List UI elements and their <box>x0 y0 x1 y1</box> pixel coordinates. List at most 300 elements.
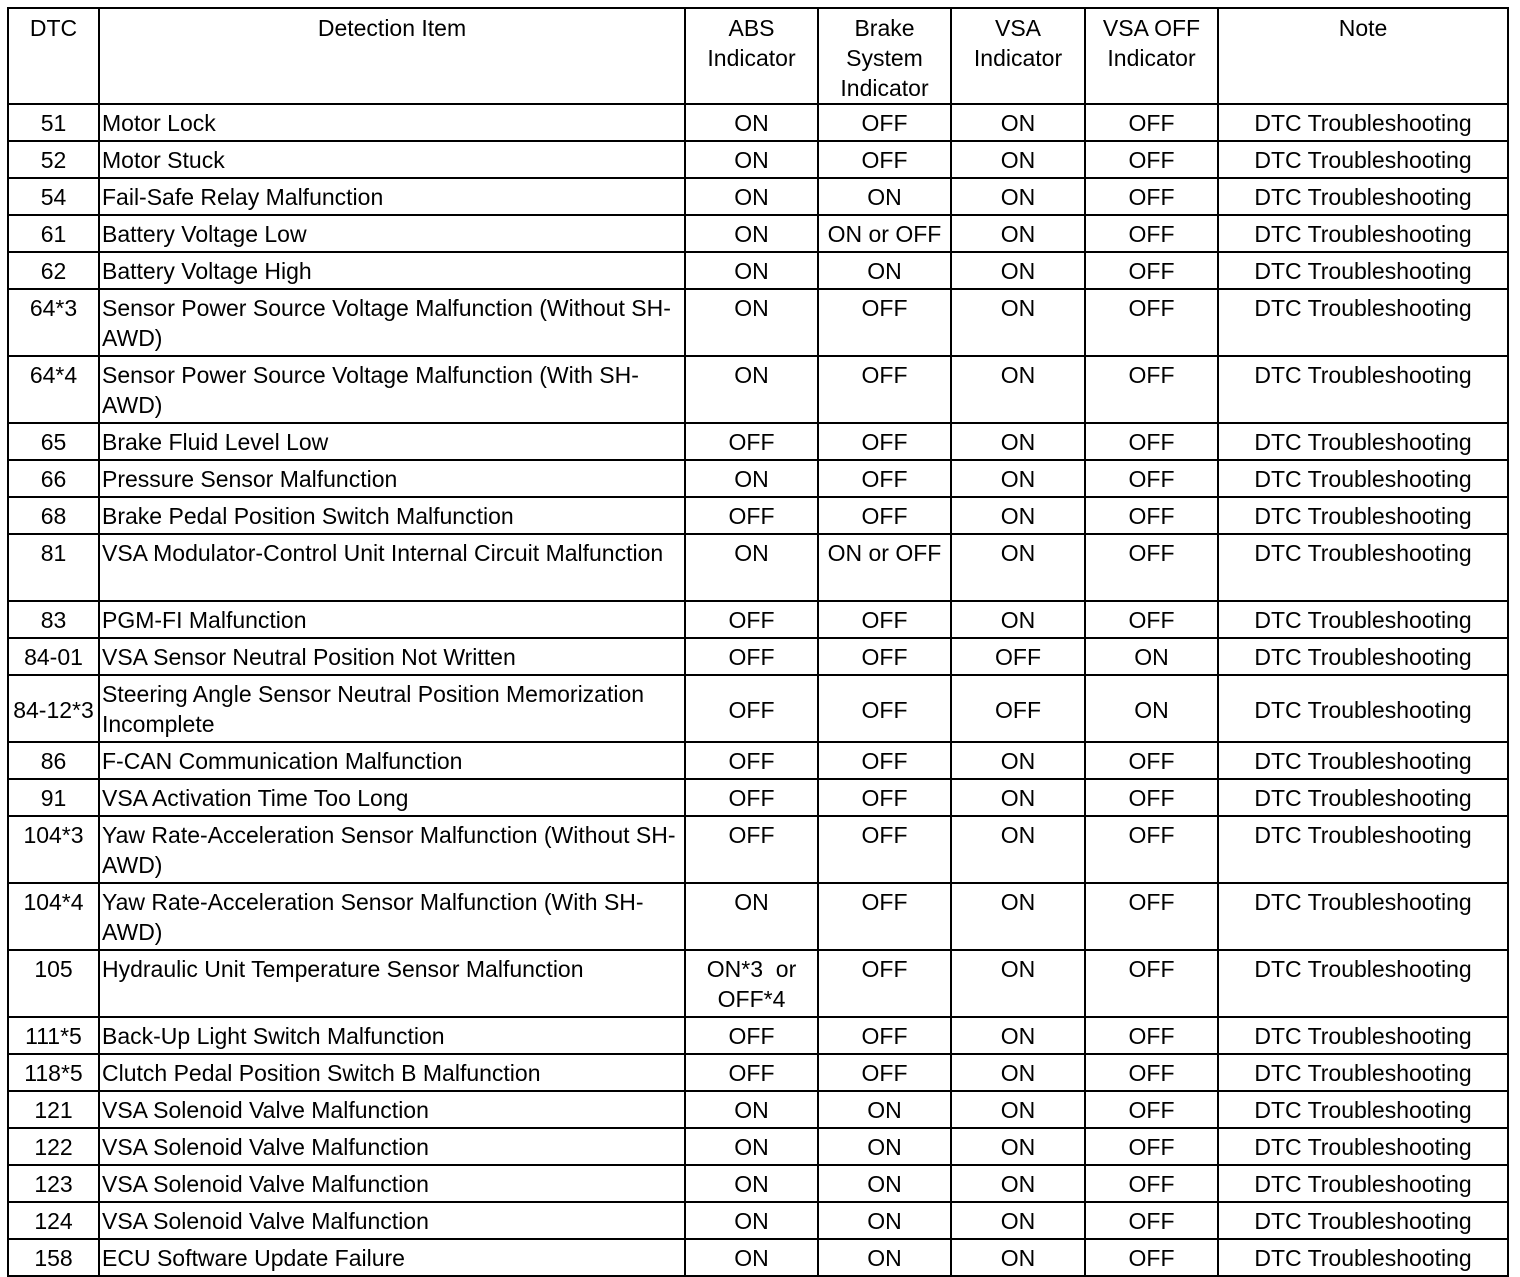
header-vsa-indicator: VSA Indicator <box>951 8 1085 104</box>
abs-indicator-cell <box>685 1239 818 1276</box>
vsa-indicator-cell-text: ON <box>1000 503 1036 529</box>
vsa-off-indicator-cell-text: OFF <box>1128 221 1175 247</box>
dtc-code-cell-text: 121 <box>34 1097 73 1123</box>
vsa-off-indicator-cell-text: OFF <box>1128 748 1175 774</box>
detection-item-cell <box>99 534 685 601</box>
dtc-code-cell-text: 52 <box>40 147 67 173</box>
detection-item-cell <box>99 1128 685 1165</box>
note-cell-text: DTC Troubleshooting <box>1254 295 1472 321</box>
note-cell-text: DTC Troubleshooting <box>1254 503 1472 529</box>
table-row <box>8 1054 1508 1091</box>
note-cell-text: DTC Troubleshooting <box>1254 607 1472 633</box>
vsa-indicator-cell <box>951 497 1085 534</box>
header-brake-system-indicator: Brake System Indicator <box>818 8 951 104</box>
detection-item-cell <box>99 497 685 534</box>
brake-system-indicator-cell <box>818 1128 951 1165</box>
brake-system-indicator-cell <box>818 779 951 816</box>
detection-item-cell <box>99 356 685 423</box>
note-cell-text: DTC Troubleshooting <box>1254 429 1472 455</box>
vsa-off-indicator-cell <box>1085 1165 1218 1202</box>
vsa-off-indicator-cell-text: ON <box>1134 697 1169 723</box>
dtc-code-cell <box>8 1017 99 1054</box>
brake-system-indicator-cell-text: OFF <box>861 644 908 670</box>
brake-system-indicator-cell <box>818 252 951 289</box>
dtc-code-cell <box>8 1202 99 1239</box>
vsa-indicator-cell <box>951 1128 1085 1165</box>
vsa-off-indicator-cell-text: OFF <box>1128 503 1175 529</box>
vsa-off-indicator-cell-text: OFF <box>1128 889 1175 915</box>
note-cell-text: DTC Troubleshooting <box>1254 644 1472 670</box>
vsa-off-indicator-cell-text: OFF <box>1128 147 1175 173</box>
dtc-code-cell <box>8 950 99 1017</box>
note-cell <box>1218 104 1508 141</box>
dtc-code-cell <box>8 1128 99 1165</box>
dtc-code-cell-text: 54 <box>40 184 67 210</box>
brake-system-indicator-cell-text: OFF <box>861 147 908 173</box>
vsa-off-indicator-cell <box>1085 460 1218 497</box>
abs-indicator-cell-text: ON <box>734 295 769 321</box>
table-row <box>8 534 1508 601</box>
brake-system-indicator-cell <box>818 1091 951 1128</box>
vsa-indicator-cell-text: ON <box>1000 258 1036 284</box>
abs-indicator-cell-text: ON <box>734 1208 769 1234</box>
note-cell <box>1218 1128 1508 1165</box>
vsa-indicator-cell <box>951 356 1085 423</box>
brake-system-indicator-cell <box>818 497 951 534</box>
abs-indicator-cell-text: OFF <box>728 822 775 848</box>
note-cell <box>1218 1017 1508 1054</box>
brake-system-indicator-cell-text: ON or OFF <box>827 540 942 566</box>
vsa-indicator-cell-text: ON <box>1000 1245 1036 1271</box>
dtc-code-cell <box>8 215 99 252</box>
note-cell-text: DTC Troubleshooting <box>1254 221 1472 247</box>
vsa-indicator-cell <box>951 816 1085 883</box>
abs-indicator-cell <box>685 1054 818 1091</box>
brake-system-indicator-cell-text: OFF <box>861 607 908 633</box>
note-cell <box>1218 883 1508 950</box>
vsa-off-indicator-cell-text: OFF <box>1128 540 1175 566</box>
detection-item-cell <box>99 1202 685 1239</box>
dtc-code-cell-text: 66 <box>40 466 67 492</box>
brake-system-indicator-cell <box>818 423 951 460</box>
detection-item-cell <box>99 178 685 215</box>
vsa-indicator-cell <box>951 423 1085 460</box>
vsa-off-indicator-cell <box>1085 1017 1218 1054</box>
abs-indicator-cell <box>685 1091 818 1128</box>
detection-item-cell-text: Motor Stuck <box>102 147 225 173</box>
dtc-code-cell-text: 124 <box>34 1208 73 1234</box>
dtc-code-cell-text: 61 <box>40 221 67 247</box>
note-cell-text: DTC Troubleshooting <box>1254 258 1472 284</box>
vsa-indicator-cell <box>951 534 1085 601</box>
abs-indicator-cell-text: OFF <box>728 503 775 529</box>
brake-system-indicator-cell-text: ON <box>867 1171 902 1197</box>
vsa-off-indicator-cell-text: OFF <box>1128 184 1175 210</box>
vsa-indicator-cell <box>951 141 1085 178</box>
detection-item-cell <box>99 141 685 178</box>
brake-system-indicator-cell-text: ON <box>867 258 902 284</box>
note-cell <box>1218 423 1508 460</box>
detection-item-cell <box>99 1091 685 1128</box>
detection-item-cell-text: PGM-FI Malfunction <box>102 607 307 633</box>
brake-system-indicator-cell-text: ON <box>867 1208 902 1234</box>
note-cell <box>1218 950 1508 1017</box>
abs-indicator-cell-text: ON <box>734 1171 769 1197</box>
brake-system-indicator-cell-text: OFF <box>861 466 908 492</box>
dtc-code-cell <box>8 534 99 601</box>
brake-system-indicator-cell <box>818 601 951 638</box>
vsa-off-indicator-cell-text: OFF <box>1128 1097 1175 1123</box>
vsa-off-indicator-cell <box>1085 497 1218 534</box>
brake-system-indicator-cell-text: ON <box>867 184 902 210</box>
vsa-off-indicator-cell-text: OFF <box>1128 956 1175 982</box>
abs-indicator-cell-text: ON <box>734 362 769 388</box>
note-cell-text: DTC Troubleshooting <box>1254 466 1472 492</box>
note-cell <box>1218 1054 1508 1091</box>
brake-system-indicator-cell <box>818 1054 951 1091</box>
dtc-code-cell-text: 84-01 <box>24 644 83 670</box>
vsa-indicator-cell <box>951 1054 1085 1091</box>
note-cell <box>1218 1165 1508 1202</box>
vsa-indicator-cell <box>951 289 1085 356</box>
detection-item-cell <box>99 883 685 950</box>
dtc-code-cell-text: 91 <box>40 785 67 811</box>
detection-item-cell-text: F-CAN Communication Malfunction <box>102 748 463 774</box>
brake-system-indicator-cell-text: OFF <box>861 748 908 774</box>
note-cell-text: DTC Troubleshooting <box>1254 1134 1472 1160</box>
table-row <box>8 742 1508 779</box>
detection-item-cell-text: Brake Pedal Position Switch Malfunction <box>102 503 514 529</box>
vsa-off-indicator-cell-text: OFF <box>1128 607 1175 633</box>
vsa-off-indicator-cell <box>1085 638 1218 675</box>
vsa-off-indicator-cell <box>1085 104 1218 141</box>
dtc-code-cell <box>8 141 99 178</box>
note-cell-text: DTC Troubleshooting <box>1254 822 1472 848</box>
note-cell-text: DTC Troubleshooting <box>1254 110 1472 136</box>
dtc-code-cell <box>8 289 99 356</box>
vsa-indicator-cell <box>951 1239 1085 1276</box>
detection-item-cell <box>99 460 685 497</box>
vsa-indicator-cell-text: ON <box>1000 748 1036 774</box>
detection-item-cell <box>99 638 685 675</box>
detection-item-cell <box>99 104 685 141</box>
dtc-code-cell <box>8 601 99 638</box>
vsa-indicator-cell-text: ON <box>1000 1023 1036 1049</box>
table-header-row <box>8 8 1508 104</box>
abs-indicator-cell-text: OFF <box>728 429 775 455</box>
brake-system-indicator-cell-text: OFF <box>861 1023 908 1049</box>
detection-item-cell-text: VSA Solenoid Valve Malfunction <box>102 1171 429 1197</box>
vsa-off-indicator-cell <box>1085 215 1218 252</box>
note-cell <box>1218 1202 1508 1239</box>
vsa-indicator-cell <box>951 779 1085 816</box>
dtc-code-cell-text: 68 <box>40 503 67 529</box>
detection-item-cell-text: Battery Voltage High <box>102 258 312 284</box>
abs-indicator-cell-text: OFF <box>728 644 775 670</box>
vsa-off-indicator-cell-text: ON <box>1134 644 1169 670</box>
abs-indicator-cell <box>685 883 818 950</box>
detection-item-cell-text: VSA Solenoid Valve Malfunction <box>102 1134 429 1160</box>
detection-item-cell-text: ECU Software Update Failure <box>102 1245 405 1271</box>
dtc-code-cell-text: 62 <box>40 258 67 284</box>
dtc-code-cell <box>8 252 99 289</box>
note-cell-text: DTC Troubleshooting <box>1254 147 1472 173</box>
vsa-indicator-cell <box>951 252 1085 289</box>
dtc-code-cell-text: 105 <box>34 956 73 982</box>
table-row <box>8 1128 1508 1165</box>
note-cell <box>1218 534 1508 601</box>
abs-indicator-cell-text: ON <box>734 1134 769 1160</box>
header-dtc: DTC <box>8 8 99 104</box>
brake-system-indicator-cell-text: OFF <box>861 1060 908 1086</box>
note-cell <box>1218 1091 1508 1128</box>
dtc-code-cell-text: 64*3 <box>29 295 78 321</box>
note-cell-text: DTC Troubleshooting <box>1254 889 1472 915</box>
abs-indicator-cell <box>685 1128 818 1165</box>
detection-item-cell-text: Clutch Pedal Position Switch B Malfunction <box>102 1060 541 1086</box>
note-cell <box>1218 638 1508 675</box>
vsa-indicator-cell-text: ON <box>1000 1134 1036 1160</box>
abs-indicator-cell <box>685 460 818 497</box>
vsa-off-indicator-cell <box>1085 289 1218 356</box>
note-cell-text: DTC Troubleshooting <box>1254 697 1472 723</box>
vsa-off-indicator-cell <box>1085 1091 1218 1128</box>
vsa-off-indicator-cell-text: OFF <box>1128 1171 1175 1197</box>
vsa-indicator-cell-text: ON <box>1000 1060 1036 1086</box>
dtc-code-cell <box>8 883 99 950</box>
detection-item-cell <box>99 601 685 638</box>
table-row <box>8 252 1508 289</box>
note-cell-text: DTC Troubleshooting <box>1254 1245 1472 1271</box>
table-row <box>8 601 1508 638</box>
vsa-off-indicator-cell-text: OFF <box>1128 295 1175 321</box>
vsa-indicator-cell <box>951 1202 1085 1239</box>
dtc-code-cell <box>8 742 99 779</box>
table-row <box>8 675 1508 742</box>
note-cell <box>1218 356 1508 423</box>
vsa-indicator-cell-text: ON <box>1000 785 1036 811</box>
vsa-off-indicator-cell-text: OFF <box>1128 1134 1175 1160</box>
table-row <box>8 178 1508 215</box>
detection-item-cell <box>99 1054 685 1091</box>
vsa-indicator-cell-text: ON <box>1000 110 1036 136</box>
abs-indicator-cell <box>685 675 818 742</box>
brake-system-indicator-cell-text: OFF <box>861 295 908 321</box>
vsa-off-indicator-cell <box>1085 779 1218 816</box>
table-row <box>8 1091 1508 1128</box>
note-cell-text: DTC Troubleshooting <box>1254 1060 1472 1086</box>
brake-system-indicator-cell-text: OFF <box>861 956 908 982</box>
brake-system-indicator-cell-text: OFF <box>861 362 908 388</box>
dtc-code-cell <box>8 675 99 742</box>
vsa-indicator-cell <box>951 638 1085 675</box>
vsa-off-indicator-cell <box>1085 178 1218 215</box>
vsa-indicator-cell <box>951 1017 1085 1054</box>
vsa-indicator-cell-text: ON <box>1000 1097 1036 1123</box>
vsa-off-indicator-cell <box>1085 252 1218 289</box>
abs-indicator-cell-text: ON <box>734 466 769 492</box>
table-row <box>8 104 1508 141</box>
brake-system-indicator-cell-text: OFF <box>861 697 908 723</box>
table-row <box>8 950 1508 1017</box>
abs-indicator-cell <box>685 104 818 141</box>
brake-system-indicator-cell-text: ON <box>867 1134 902 1160</box>
detection-item-cell-text: Motor Lock <box>102 110 216 136</box>
vsa-indicator-cell <box>951 742 1085 779</box>
dtc-code-cell <box>8 1054 99 1091</box>
note-cell-text: DTC Troubleshooting <box>1254 1171 1472 1197</box>
vsa-indicator-cell <box>951 883 1085 950</box>
detection-item-cell-text: Fail-Safe Relay Malfunction <box>102 184 384 210</box>
abs-indicator-cell <box>685 1202 818 1239</box>
dtc-code-cell-text: 81 <box>40 540 67 566</box>
abs-indicator-cell-text: OFF <box>728 748 775 774</box>
brake-system-indicator-cell <box>818 1239 951 1276</box>
note-cell <box>1218 1239 1508 1276</box>
vsa-off-indicator-cell-text: OFF <box>1128 1208 1175 1234</box>
vsa-indicator-cell <box>951 460 1085 497</box>
vsa-off-indicator-cell <box>1085 883 1218 950</box>
brake-system-indicator-cell-text: OFF <box>861 785 908 811</box>
abs-indicator-cell-text: ON <box>734 540 769 566</box>
brake-system-indicator-cell <box>818 638 951 675</box>
vsa-indicator-cell <box>951 1165 1085 1202</box>
brake-system-indicator-cell <box>818 460 951 497</box>
detection-item-cell-text: Back-Up Light Switch Malfunction <box>102 1023 445 1049</box>
brake-system-indicator-cell-text: OFF <box>861 889 908 915</box>
dtc-code-cell <box>8 460 99 497</box>
vsa-off-indicator-cell-text: OFF <box>1128 429 1175 455</box>
abs-indicator-cell-text: OFF <box>728 1023 775 1049</box>
vsa-indicator-cell-text: ON <box>1000 822 1036 848</box>
table-row <box>8 638 1508 675</box>
vsa-off-indicator-cell <box>1085 1128 1218 1165</box>
abs-indicator-cell-text: ON*3 or OFF*4 <box>706 956 803 1012</box>
dtc-code-cell <box>8 104 99 141</box>
brake-system-indicator-cell <box>818 883 951 950</box>
note-cell <box>1218 601 1508 638</box>
abs-indicator-cell <box>685 638 818 675</box>
vsa-off-indicator-cell <box>1085 950 1218 1017</box>
dtc-code-cell-text: 111*5 <box>25 1023 82 1049</box>
detection-item-cell <box>99 950 685 1017</box>
vsa-indicator-cell <box>951 215 1085 252</box>
dtc-code-cell <box>8 816 99 883</box>
vsa-indicator-cell-text: ON <box>1000 184 1036 210</box>
vsa-indicator-cell-text: ON <box>1000 1171 1036 1197</box>
vsa-off-indicator-cell <box>1085 141 1218 178</box>
vsa-indicator-cell <box>951 1091 1085 1128</box>
vsa-off-indicator-cell <box>1085 423 1218 460</box>
brake-system-indicator-cell <box>818 1165 951 1202</box>
vsa-off-indicator-cell-text: OFF <box>1128 466 1175 492</box>
dtc-code-cell-text: 122 <box>34 1134 73 1160</box>
vsa-off-indicator-cell-text: OFF <box>1128 1023 1175 1049</box>
abs-indicator-cell <box>685 742 818 779</box>
note-cell <box>1218 460 1508 497</box>
vsa-off-indicator-cell-text: OFF <box>1128 362 1175 388</box>
dtc-code-cell-text: 64*4 <box>29 362 78 388</box>
dtc-code-cell-text: 65 <box>40 429 67 455</box>
header-detection-item: Detection Item <box>99 8 685 104</box>
brake-system-indicator-cell <box>818 356 951 423</box>
detection-item-cell-text: Brake Fluid Level Low <box>102 429 329 455</box>
brake-system-indicator-cell <box>818 742 951 779</box>
abs-indicator-cell-text: ON <box>734 258 769 284</box>
vsa-indicator-cell-text: ON <box>1000 221 1036 247</box>
abs-indicator-cell-text: ON <box>734 889 769 915</box>
vsa-off-indicator-cell <box>1085 356 1218 423</box>
abs-indicator-cell <box>685 252 818 289</box>
vsa-off-indicator-cell-text: OFF <box>1128 110 1175 136</box>
abs-indicator-cell <box>685 1165 818 1202</box>
abs-indicator-cell-text: OFF <box>728 697 775 723</box>
abs-indicator-cell-text: ON <box>734 221 769 247</box>
dtc-code-cell <box>8 423 99 460</box>
vsa-indicator-cell <box>951 950 1085 1017</box>
detection-item-cell <box>99 779 685 816</box>
dtc-code-cell-text: 158 <box>34 1245 73 1271</box>
brake-system-indicator-cell <box>818 1202 951 1239</box>
vsa-off-indicator-cell <box>1085 534 1218 601</box>
note-cell-text: DTC Troubleshooting <box>1254 956 1472 982</box>
abs-indicator-cell-text: OFF <box>728 607 775 633</box>
abs-indicator-cell-text: ON <box>734 1245 769 1271</box>
table-row <box>8 779 1508 816</box>
note-cell-text: DTC Troubleshooting <box>1254 748 1472 774</box>
dtc-code-cell <box>8 356 99 423</box>
vsa-off-indicator-cell-text: OFF <box>1128 258 1175 284</box>
abs-indicator-cell <box>685 779 818 816</box>
vsa-off-indicator-cell <box>1085 675 1218 742</box>
vsa-indicator-cell-text: ON <box>1000 956 1036 982</box>
brake-system-indicator-cell-text: OFF <box>861 503 908 529</box>
abs-indicator-cell <box>685 141 818 178</box>
vsa-off-indicator-cell <box>1085 1054 1218 1091</box>
note-cell <box>1218 289 1508 356</box>
detection-item-cell-text: Yaw Rate-Acceleration Sensor Malfunction (With SH-AWD) <box>102 889 644 945</box>
note-cell <box>1218 816 1508 883</box>
header-vsa-off-indicator: VSA OFF Indicator <box>1085 8 1218 104</box>
detection-item-cell-text: Pressure Sensor Malfunction <box>102 466 398 492</box>
table-row <box>8 1202 1508 1239</box>
vsa-off-indicator-cell <box>1085 1202 1218 1239</box>
brake-system-indicator-cell <box>818 289 951 356</box>
brake-system-indicator-cell <box>818 104 951 141</box>
abs-indicator-cell <box>685 215 818 252</box>
table-row <box>8 497 1508 534</box>
vsa-off-indicator-cell <box>1085 601 1218 638</box>
detection-item-cell <box>99 423 685 460</box>
note-cell <box>1218 779 1508 816</box>
vsa-indicator-cell <box>951 104 1085 141</box>
vsa-indicator-cell-text: ON <box>1000 1208 1036 1234</box>
note-cell <box>1218 675 1508 742</box>
brake-system-indicator-cell-text: ON <box>867 1245 902 1271</box>
abs-indicator-cell <box>685 601 818 638</box>
abs-indicator-cell-text: ON <box>734 184 769 210</box>
vsa-indicator-cell <box>951 675 1085 742</box>
table-row <box>8 816 1508 883</box>
abs-indicator-cell <box>685 423 818 460</box>
vsa-off-indicator-cell <box>1085 816 1218 883</box>
table-row <box>8 215 1508 252</box>
detection-item-cell <box>99 1017 685 1054</box>
dtc-code-cell-text: 83 <box>40 607 67 633</box>
table-row <box>8 460 1508 497</box>
header-abs-indicator: ABS Indicator <box>685 8 818 104</box>
vsa-indicator-cell-text: ON <box>1000 147 1036 173</box>
